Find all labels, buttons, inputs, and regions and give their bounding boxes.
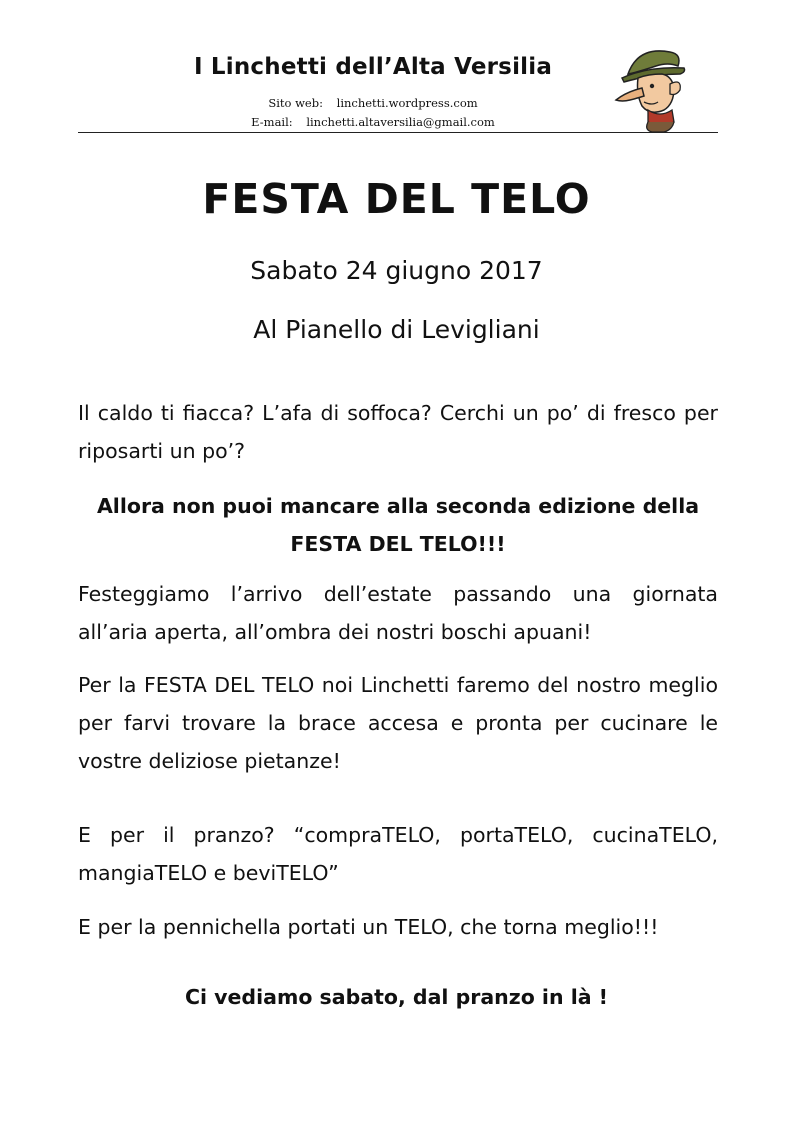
highlight-line-2: FESTA DEL TELO!!! [290, 532, 506, 556]
highlight-paragraph [78, 487, 718, 563]
website-value: linchetti.wordpress.com [336, 96, 478, 110]
website-label: Sito web: [268, 96, 323, 110]
email-value: linchetti.altaversilia@gmail.com [306, 115, 495, 129]
lunch-paragraph: E per il pranzo? “compraTELO, portaTELO, cucinaTELO, mangiaTELO e beviTELO” [78, 823, 718, 885]
email-line [78, 115, 668, 129]
event-place: Al Pianello di Levigliani [253, 315, 540, 344]
intro-paragraph: Il caldo ti fiacca? L’afa di soffoca? Cerchi un po’ di fresco per riposarti un po’? [78, 401, 718, 463]
website-line [78, 96, 668, 110]
barbecue-paragraph: Per la FESTA DEL TELO noi Linchetti faremo del nostro meglio per farvi trovare la brace accesa e pronta per cucinare le vostre deliziose pietanze! [78, 673, 718, 773]
highlight-line-1: Allora non puoi mancare alla seconda edizione della [96, 494, 700, 518]
email-label: E-mail: [251, 115, 293, 129]
event-date: Sabato 24 giugno 2017 [250, 256, 543, 285]
summer-paragraph: Festeggiamo l’arrivo dell’estate passando una giornata all’aria aperta, all’ombra dei nostri boschi apuani! [78, 582, 718, 644]
organization-name: I Linchetti dell’Alta Versilia [193, 54, 553, 80]
gnome-mascot-icon [608, 44, 698, 134]
header-divider [78, 132, 718, 133]
nap-paragraph: E per la pennichella portati un TELO, che torna meglio!!! [78, 915, 659, 939]
closing-line: Ci vediamo sabato, dal pranzo in là ! [184, 985, 609, 1009]
event-title: FESTA DEL TELO [202, 175, 591, 223]
